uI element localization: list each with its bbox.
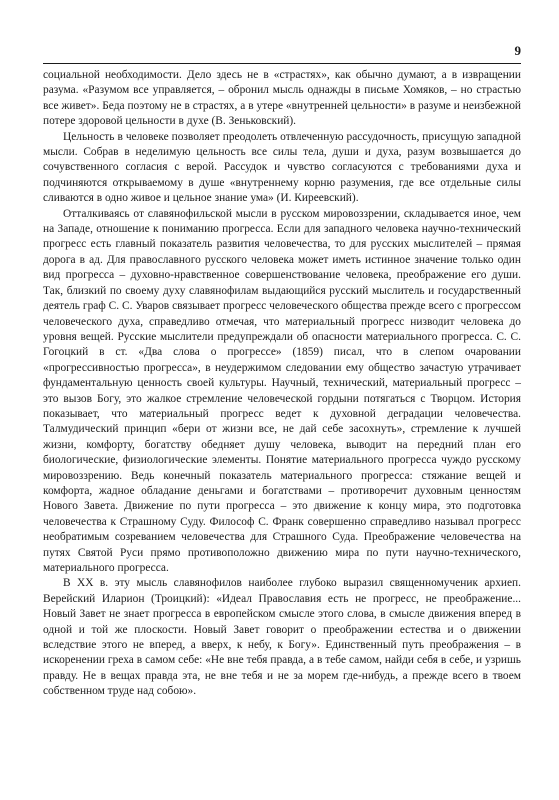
page-number: 9 — [514, 43, 521, 58]
paragraph-progress: Отталкиваясь от славянофильской мысли в русском мировоззрении, складывается иное, чем на Западе, отношение к пониманию прогресса. Если для западного человека научно-технический прогресс есть главный показатель развития человечества, то для русских мыслителей – прямая дорога в ад. Для православного русского человека может иметь истинное значение только один вид прогресса – духовно-нравственное совершенствование человека, преображение его души. Так, близкий по своему духу славянофилам выдающийся русский мыслитель и государственный деятель граф С. С. Уваров связывает прогресс человеческого общества прежде всего с прогрессом человеческого духа, справедливо отмечая, что материальный прогресс низводит человека до уровня вещей. Русские мыслители предупреждали об опасности материального прогресса. С. С. Гогоцкий в ст. «Два слова о прогрессе» (1859) писал, что в слепом очаровании «прогрессивностью прогресса», в неудержимом следовании ему общество зачастую утрачивает фундаментальную ценность своей культуры. Научный, технический, материальный прогресс – это вызов Богу, это жалкое стремление человеческой гордыни потягаться с Творцом. История показывает, что материальный прогресс ведет к духовной деградации человечества. Талмудический принцип «бери от жизни все, не дай себе засохнуть», стремление к лучшей жизни, комфорту, богатству обедняет душу человека, выводит на передний план его биологические, физиологические элементы. Понятие материального прогресса чуждо русскому мировоззрению. Ведь конечный показатель материального прогресса: стяжание вещей и комфорта, жадное обладание деньгами и богатствами – противоречит духовным ценностям Нового Завета. Движение по пути прогресса – это движение к концу мира, это подготовка человечества к Страшному Суду. Философ С. Франк совершенно справедливо называл прогресс необратимым созреванием человечества для Страшного Суда. Преображение человечества на путях Святой Руси прямо противоположно движению мира по пути научно-технического, материального прогресса. — [43, 207, 521, 574]
body-text — [43, 68, 521, 700]
paragraph-hilarion: В XX в. эту мысль славянофилов наиболее глубоко выразил священномученик архиеп. Верейский Иларион (Троицкий): «Идеал Православия есть не прогресс, не преображение... Новый Завет не знает прогресса в европейском смысле этого слова, в смысле движения вперед в одной и той же плоскости. Новый Завет говорит о преображении естества и о движении вследствие этого не вперед, а вверх, к небу, к Богу». Единственный путь преображения – в искоренении греха в самом себе: «Не вне тебя правда, а в тебе самом, найди себя в себе, и узришь правду. Не в вещах правда эта, не вне тебя и не за морем где-нибудь, а прежде всего в твоем собственном труде над собою». — [43, 577, 521, 698]
paragraph-continued: социальной необходимости. Дело здесь не в «страстях», как обычно думают, а в извращении разума. «Разумом все управляется, – обронил мысль однажды в письме Хомяков, – но страстью все живет». Беда поэтому не в страстях, а в утере «внутренней цельности» в разуме и неизбежной потере здоровой цельности в духе (В. Зеньковский). — [43, 69, 521, 128]
paragraph-wholeness: Цельность в человеке позволяет преодолеть отвлеченную рассудочность, присущую западной мысли. Собрав в неделимую цельность все силы тела, души и духа, разум возвышается до сочувственного согласия с верой. Рассудок и чувство согласуются с требованиями духа и подчиняются открываемому в душе «внутреннему корню разумения, где все отдельные силы сливаются в одно живое и цельное знание ума» (И. Киреевский). — [43, 130, 521, 205]
header-rule — [43, 63, 521, 64]
